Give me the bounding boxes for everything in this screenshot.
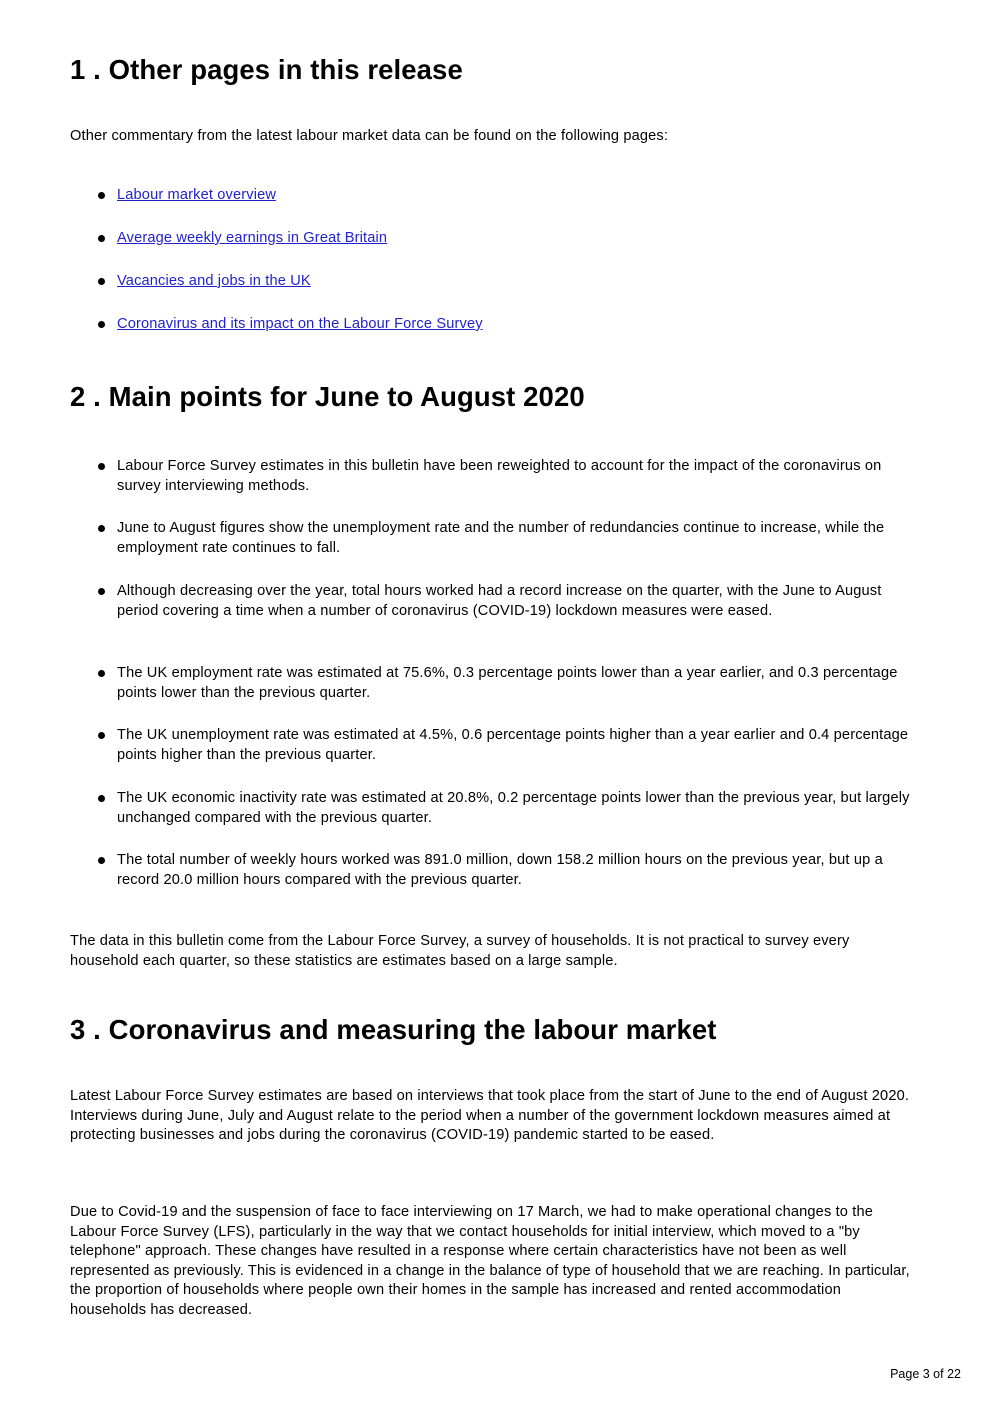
list-item: Labour Force Survey estimates in this bulletin have been reweighted to account for the impact of the coronavirus on survey interviewing methods. [117, 457, 917, 496]
section-heading-main-points: 2 . Main points for June to August 2020 [70, 381, 585, 412]
coronavirus-paragraph-2: Due to Covid-19 and the suspension of face to face interviewing on 17 March, we had to make operational changes to the Labour Force Survey (LFS), particularly in the way that we contact households for initial interview, which moved to a "by telephone" approach. These changes have resulted in a response where certain characteristics have not been as well represented as previously. This is evidenced in a change in the balance of type of household that we are reaching. In particular, the proportion of households where people own their homes in the sample has increased and rented accommodation households has decreased. [70, 1204, 910, 1318]
section-heading-other-pages: 1 . Other pages in this release [70, 54, 463, 85]
list-item: June to August figures show the unemployment rate and the number of redundancies continue to increase, while the employment rate continues to fall. [117, 519, 917, 558]
list-item: The UK unemployment rate was estimated at 4.5%, 0.6 percentage points higher than a year earlier and 0.4 percentage points higher than the previous quarter. [117, 726, 917, 765]
list-item [117, 186, 917, 206]
list-item [117, 272, 917, 292]
list-item: The total number of weekly hours worked was 891.0 million, down 158.2 million hours on the previous year, but up a record 20.0 million hours compared with the previous quarter. [117, 851, 917, 890]
list-item: The UK economic inactivity rate was estimated at 20.8%, 0.2 percentage points lower than the previous year, but largely unchanged compared with the previous quarter. [117, 789, 917, 828]
list-item [117, 315, 917, 335]
section-heading-coronavirus-measuring: 3 . Coronavirus and measuring the labour market [70, 1014, 717, 1045]
page-number: Page 3 of 22 [890, 1367, 961, 1381]
list-item: Although decreasing over the year, total hours worked had a record increase on the quarter, with the June to August period covering a time when a number of coronavirus (COVID-19) lockdown measures were eased. [117, 582, 917, 621]
link-average-weekly-earnings[interactable]: Average weekly earnings in Great Britain [117, 230, 388, 246]
main-points-closing-paragraph: The data in this bulletin come from the Labour Force Survey, a survey of households. It is not practical to survey every household each quarter, so these statistics are estimates based on a large sample. [70, 933, 850, 969]
link-vacancies-and-jobs[interactable]: Vacancies and jobs in the UK [117, 273, 311, 289]
link-coronavirus-lfs-impact[interactable]: Coronavirus and its impact on the Labour Force Survey [117, 316, 483, 332]
list-item [117, 229, 917, 249]
coronavirus-paragraph-1: Latest Labour Force Survey estimates are based on interviews that took place from the start of June to the end of August 2020. Interviews during June, July and August relate to the period when a number of the government lockdown measures aimed at protecting businesses and jobs during the coronavirus (COVID-19) pandemic started to be eased. [70, 1088, 910, 1144]
other-pages-intro: Other commentary from the latest labour market data can be found on the following pages: [70, 128, 669, 144]
link-labour-market-overview[interactable]: Labour market overview [117, 187, 277, 203]
list-item: The UK employment rate was estimated at 75.6%, 0.3 percentage points lower than a year earlier, and 0.3 percentage points lower than the previous quarter. [117, 664, 917, 703]
